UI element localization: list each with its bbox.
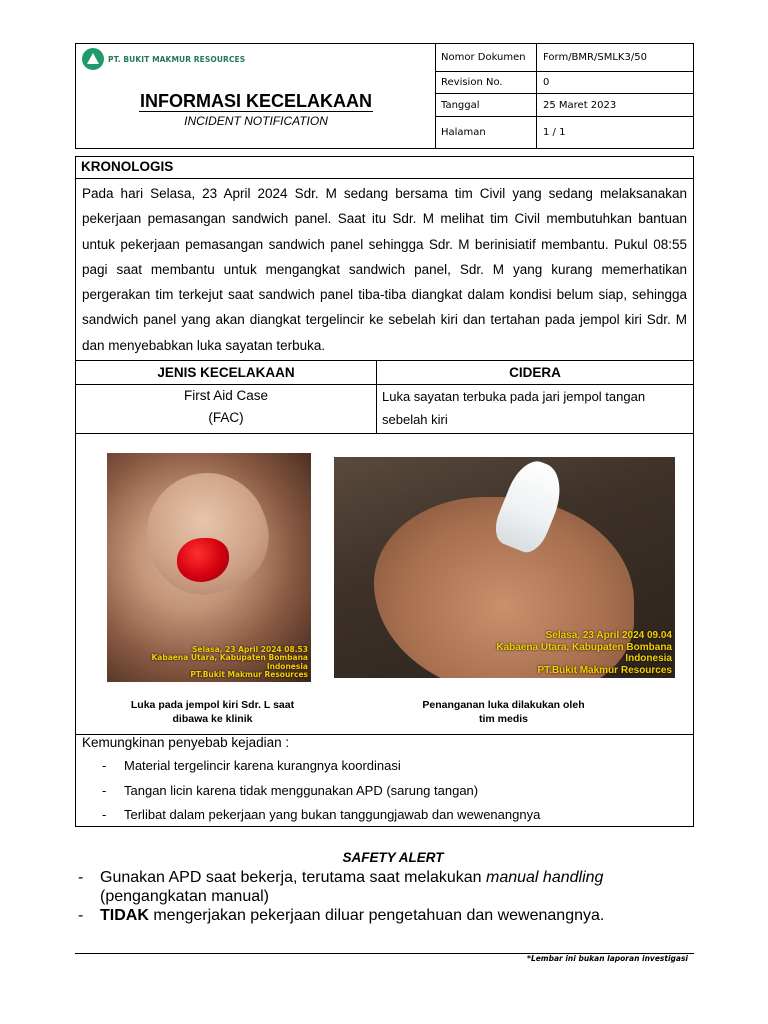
list-item: - Tangan licin karena tidak menggunakan APD (sarung tangan) (102, 782, 479, 798)
company-name: PT. BUKIT MAKMUR RESOURCES (108, 54, 246, 64)
safety-alert-item: - Gunakan APD saat bekerja, terutama saat melakukan manual handling (pengangkatan manual) (78, 869, 604, 905)
kronologis-heading: KRONOLOGIS (76, 157, 693, 179)
meta-row-date (436, 94, 694, 117)
photo-timestamp: Selasa, 23 April 2024 08.53 Kabaena Utara, Kabupaten Bombana Indonesia PT.Bukit Makmur Resources (151, 644, 308, 680)
injury-photo (107, 453, 311, 682)
meta-row-doc-number (436, 44, 694, 72)
meta-value: Form/BMR/SMLK3/50 (543, 52, 647, 63)
jenis-line-1: First Aid Case (183, 388, 269, 403)
meta-value: 1 / 1 (543, 127, 566, 138)
meta-key: Nomor Dokumen (436, 44, 537, 71)
company-logo-icon (82, 48, 104, 70)
meta-value: 25 Maret 2023 (543, 99, 617, 111)
list-item: - Material tergelincir karena kurangnya koordinasi (102, 758, 401, 773)
causes-list (102, 754, 682, 828)
type-injury-header-row (76, 360, 693, 385)
treatment-photo (334, 457, 675, 678)
meta-key: Tanggal (436, 94, 537, 116)
safety-alert-title: SAFETY ALERT (342, 850, 444, 865)
list-item: - Terlibat dalam pekerjaan yang bukan tanggungjawab dan wewenangnya (102, 807, 541, 822)
thumb-shape (130, 456, 284, 610)
footer-note: *Lembar ini bukan laporan investigasi (527, 954, 688, 963)
jenis-line-2: (FAC) (208, 410, 244, 425)
company-logo (82, 48, 245, 70)
meta-key: Halaman (436, 117, 537, 148)
document-title: INFORMASI KECELAKAAN (140, 91, 372, 111)
header-title-block (76, 44, 436, 148)
cidera-heading: CIDERA (509, 365, 561, 380)
type-injury-value-row (76, 385, 693, 434)
causes-title: Kemungkinan penyebab kejadian : (82, 735, 290, 750)
cidera-line-2: sebelah kiri (382, 412, 448, 427)
safety-alert-item: - TIDAK mengerjakan pekerjaan diluar pengetahuan dan wewenangnya. (78, 907, 605, 924)
treatment-photo-caption: Penanganan luka dilakukan oleh tim medis (422, 699, 585, 725)
document-meta-table (436, 44, 694, 148)
meta-value: 0 (543, 77, 550, 88)
injury-photo-caption: Luka pada jempol kiri Sdr. L saat dibawa ke klinik (130, 699, 295, 725)
safety-alert-list (78, 868, 698, 925)
photo-timestamp: Selasa, 23 April 2024 09.04 Kabaena Utara, Kabupaten Bombana Indonesia PT.Bukit Makmur Resources (496, 630, 672, 676)
meta-row-page (436, 117, 694, 148)
meta-key: Revision No. (436, 72, 537, 93)
document-subtitle: INCIDENT NOTIFICATION (184, 114, 328, 128)
jenis-kecelakaan-value (76, 385, 377, 433)
document-header (75, 43, 694, 149)
jenis-kecelakaan-heading: JENIS KECELAKAAN (76, 361, 377, 384)
incident-table (75, 156, 694, 827)
cidera-value (377, 385, 693, 433)
cidera-line-1: Luka sayatan terbuka pada jari jempol tangan (382, 389, 646, 404)
meta-row-revision (436, 72, 694, 94)
kronologis-text: Pada hari Selasa, 23 April 2024 Sdr. M sedang bersama tim Civil yang sedang melaksanakan pekerjaan pemasangan sandwich panel. Saat itu Sdr. M melihat tim Civil membutuhkan bantuan untuk pekerjaan pemasangan sandwich panel sehingga Sdr. M berinisiatif membantu. Pukul 08:55 pagi saat membantu untuk mengangkat sandwich panel, Sdr. M yang kurang memerhatikan pergerakan tim terkejut saat sandwich panel tiba-tiba diangkat dalam kondisi belum siap, sehingga sandwich panel yang akan diangkat tergelincir ke sebelah kiri dan tertahan pada jempol kiri Sdr. M dan menyebabkan luka sayatan terbuka. (82, 186, 687, 353)
